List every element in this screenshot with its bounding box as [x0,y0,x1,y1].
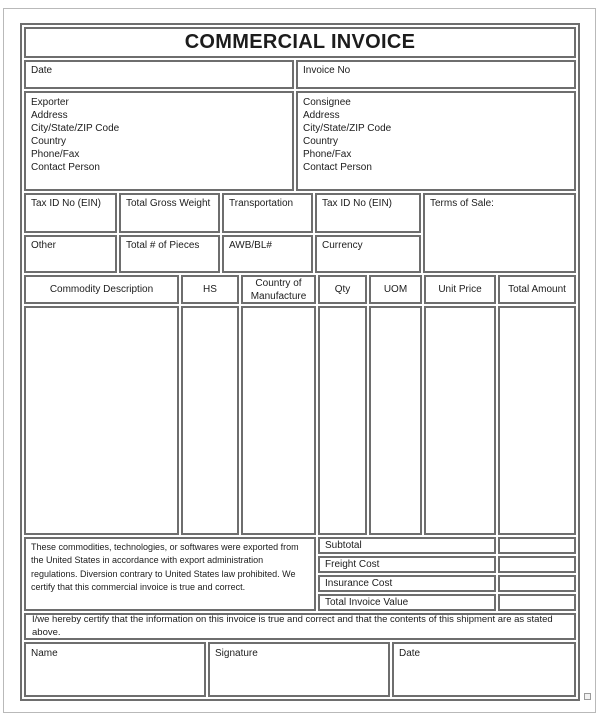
transportation-field[interactable] [222,193,313,233]
body-cell-uom[interactable] [369,306,422,535]
certification-statement: I/we hereby certify that the information on this invoice is true and correct and that the contents of this shipment are as stated above. [24,613,576,640]
consignee-tax-id-field[interactable] [315,193,421,233]
exporter-address-label: Address [31,110,68,121]
shipment-details-grid [24,193,576,273]
total-invoice-value-label: Total Invoice Value [318,594,496,611]
export-statement: These commodities, technologies, or softwares were exported from the United States in accordance with export administration regulations. Diversion contrary to United States law prohibited. We certify that this commercial invoice is true and correct. [24,537,316,611]
signature-row [24,642,576,697]
tax-id-label: Tax ID No (EIN) [31,198,102,209]
certification-section [24,613,576,640]
signature-date-label: Date [399,648,421,659]
consignee-city-state-zip-label: City/State/ZIP Code [303,123,392,134]
consignee-tax-id-label: Tax ID No (EIN) [322,198,393,209]
header-uom: UOM [369,275,422,304]
page-title: COMMERCIAL INVOICE [24,27,576,58]
date-field[interactable] [24,60,294,89]
header-unit-price: Unit Price [424,275,496,304]
body-cell-qty[interactable] [318,306,367,535]
freight-cost-value-field[interactable] [498,556,576,573]
total-invoice-value-field[interactable] [498,594,576,611]
terms-of-sale-field[interactable] [423,193,576,273]
header-commodity-description: Commodity Description [24,275,179,304]
body-cell-commodity-description[interactable] [24,306,179,535]
commodity-table-header [24,275,576,304]
exporter-city-state-zip-label: City/State/ZIP Code [31,123,120,134]
subtotal-label: Subtotal [318,537,496,554]
tax-id-field[interactable] [24,193,117,233]
invoice-no-label: Invoice No [303,65,351,76]
freight-cost-label: Freight Cost [318,556,496,573]
gross-weight-label: Total Gross Weight [126,198,211,209]
currency-label: Currency [322,240,363,251]
body-cell-total-amount[interactable] [498,306,576,535]
terms-of-sale-label: Terms of Sale: [430,198,494,209]
name-field[interactable] [24,642,206,697]
awb-bl-field[interactable] [222,235,313,273]
gross-weight-field[interactable] [119,193,220,233]
body-cell-unit-price[interactable] [424,306,496,535]
signature-field[interactable] [208,642,390,697]
invoice-no-field[interactable] [296,60,576,89]
body-cell-hs[interactable] [181,306,239,535]
document-frame [3,8,596,713]
other-label: Other [31,240,57,251]
consignee-field[interactable] [296,91,576,191]
exporter-label: Exporter [31,97,69,108]
currency-field[interactable] [315,235,421,273]
header-total-amount: Total Amount [498,275,576,304]
body-cell-country-of-manufacture[interactable] [241,306,316,535]
insurance-cost-value-field[interactable] [498,575,576,592]
title-section [24,27,576,58]
header-fields-row [24,60,576,89]
header-qty: Qty [318,275,367,304]
consignee-address-label: Address [303,110,340,121]
signature-label: Signature [215,648,258,659]
parties-row [24,91,576,191]
date-label: Date [31,65,53,76]
awb-bl-label: AWB/BL# [229,240,272,251]
header-country-of-manufacture: Country of Manufacture [241,275,316,304]
insurance-cost-label: Insurance Cost [318,575,496,592]
other-field[interactable] [24,235,117,273]
signature-date-field[interactable] [392,642,576,697]
consignee-contact-person-label: Contact Person [303,162,372,173]
exporter-contact-person-label: Contact Person [31,162,100,173]
commercial-invoice-form [20,23,580,701]
totals-section [24,537,576,611]
pieces-label: Total # of Pieces [126,240,200,251]
header-hs: HS [181,275,239,304]
consignee-country-label: Country [303,136,339,147]
exporter-field[interactable] [24,91,294,191]
subtotal-value-field[interactable] [498,537,576,554]
exporter-country-label: Country [31,136,67,147]
exporter-phone-fax-label: Phone/Fax [31,149,80,160]
name-label: Name [31,648,58,659]
commodity-table-body [24,306,576,535]
table-resize-handle[interactable] [584,693,591,700]
consignee-phone-fax-label: Phone/Fax [303,149,352,160]
pieces-field[interactable] [119,235,220,273]
transportation-label: Transportation [229,198,294,209]
consignee-label: Consignee [303,97,351,108]
